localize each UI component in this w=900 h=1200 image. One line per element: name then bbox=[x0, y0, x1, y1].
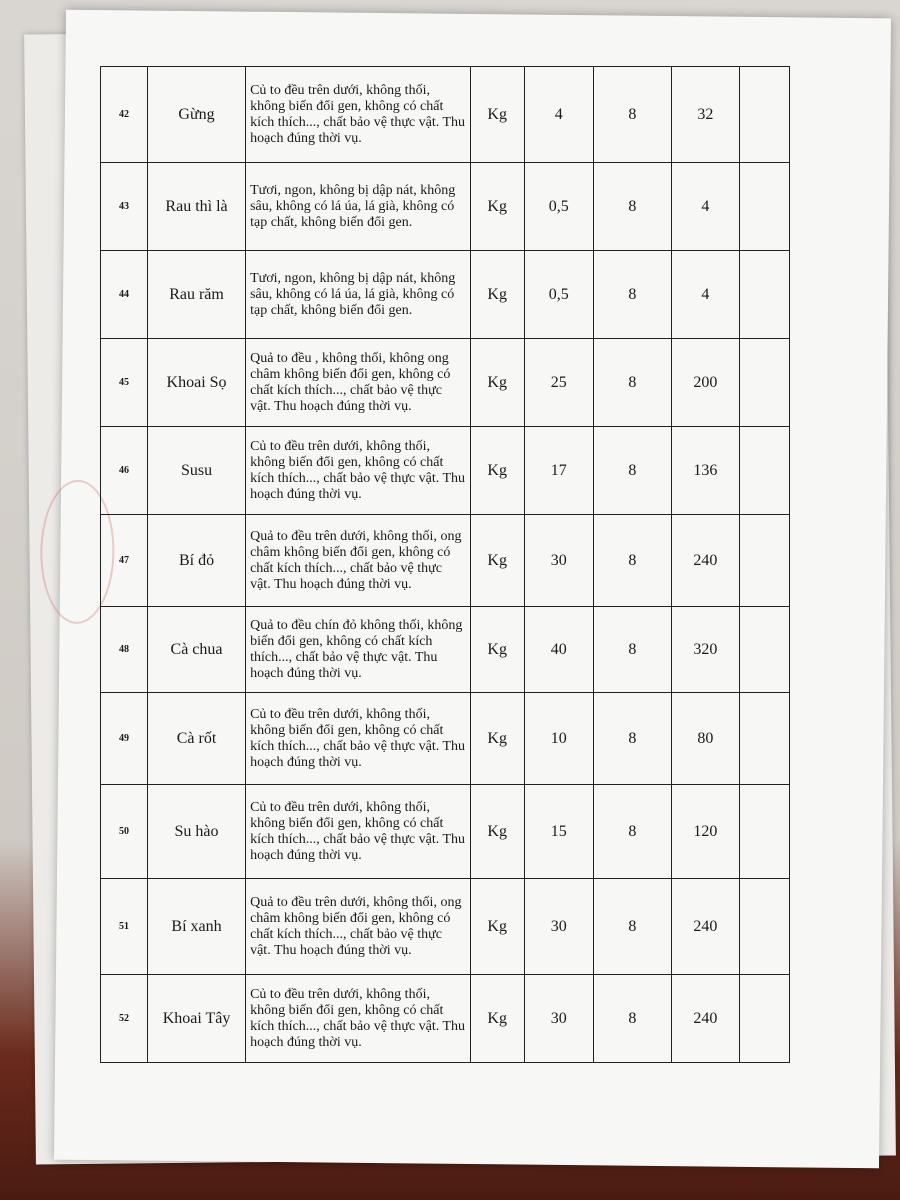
description-cell: Củ to đều trên dưới, không thối, không biến đổi gen, không có chất kích thích..., chất bảo vệ thực vật. Thu hoạch đúng thời vụ. bbox=[246, 785, 470, 879]
row-number-cell: 47 bbox=[101, 515, 148, 607]
description-cell: Quả to đều trên dưới, không thối, ong châm không biến đổi gen, không có chất kích thích..., chất bảo vệ thực vật. Thu hoạch đúng thời vụ. bbox=[246, 879, 470, 975]
unit-cell: Kg bbox=[470, 693, 524, 785]
notes-cell bbox=[739, 785, 789, 879]
product-name-cell: Rau thì là bbox=[147, 163, 245, 251]
table-row bbox=[101, 975, 790, 1063]
total-cell: 32 bbox=[671, 67, 739, 163]
table-row bbox=[101, 339, 790, 427]
total-cell: 4 bbox=[671, 251, 739, 339]
product-name-cell: Susu bbox=[147, 427, 245, 515]
description-cell: Quả to đều , không thối, không ong châm không biến đổi gen, không có chất kích thích..., chất bảo vệ thực vật. Thu hoạch đúng thời vụ. bbox=[246, 339, 470, 427]
product-name-cell: Su hào bbox=[147, 785, 245, 879]
notes-cell bbox=[739, 975, 789, 1063]
product-name-cell: Bí xanh bbox=[147, 879, 245, 975]
unit-cell: Kg bbox=[470, 785, 524, 879]
row-number-cell: 46 bbox=[101, 427, 148, 515]
description-cell: Củ to đều trên dưới, không thối, không biến đổi gen, không có chất kích thích..., chất bảo vệ thực vật. Thu hoạch đúng thời vụ. bbox=[246, 975, 470, 1063]
notes-cell bbox=[739, 339, 789, 427]
quantity-cell: 30 bbox=[524, 975, 593, 1063]
total-cell: 240 bbox=[671, 879, 739, 975]
quantity-cell: 30 bbox=[524, 879, 593, 975]
row-number-cell: 48 bbox=[101, 607, 148, 693]
table-row bbox=[101, 251, 790, 339]
unit-cell: Kg bbox=[470, 975, 524, 1063]
quantity-cell: 25 bbox=[524, 339, 593, 427]
multiplier-cell: 8 bbox=[593, 693, 671, 785]
description-cell: Tươi, ngon, không bị dập nát, không sâu, không có lá úa, lá già, không có tạp chất, không biến đổi gen. bbox=[246, 163, 470, 251]
notes-cell bbox=[739, 515, 789, 607]
description-cell: Củ to đều trên dưới, không thối, không biến đổi gen, không có chất kích thích..., chất bảo vệ thực vật. Thu hoạch đúng thời vụ. bbox=[246, 427, 470, 515]
row-number-cell: 50 bbox=[101, 785, 148, 879]
notes-cell bbox=[739, 251, 789, 339]
multiplier-cell: 8 bbox=[593, 163, 671, 251]
notes-cell bbox=[739, 607, 789, 693]
multiplier-cell: 8 bbox=[593, 975, 671, 1063]
multiplier-cell: 8 bbox=[593, 785, 671, 879]
notes-cell bbox=[739, 427, 789, 515]
quantity-cell: 17 bbox=[524, 427, 593, 515]
row-number-cell: 52 bbox=[101, 975, 148, 1063]
multiplier-cell: 8 bbox=[593, 515, 671, 607]
product-name-cell: Gừng bbox=[147, 67, 245, 163]
table-row bbox=[101, 879, 790, 975]
unit-cell: Kg bbox=[470, 251, 524, 339]
unit-cell: Kg bbox=[470, 339, 524, 427]
table-row bbox=[101, 785, 790, 879]
row-number-cell: 45 bbox=[101, 339, 148, 427]
multiplier-cell: 8 bbox=[593, 427, 671, 515]
notes-cell bbox=[739, 693, 789, 785]
notes-cell bbox=[739, 67, 789, 163]
row-number-cell: 43 bbox=[101, 163, 148, 251]
row-number-cell: 51 bbox=[101, 879, 148, 975]
description-cell: Củ to đều trên dưới, không thối, không biến đổi gen, không có chất kích thích..., chất bảo vệ thực vật. Thu hoạch đúng thời vụ. bbox=[246, 67, 470, 163]
multiplier-cell: 8 bbox=[593, 251, 671, 339]
quantity-cell: 0,5 bbox=[524, 163, 593, 251]
total-cell: 120 bbox=[671, 785, 739, 879]
quantity-cell: 30 bbox=[524, 515, 593, 607]
multiplier-cell: 8 bbox=[593, 339, 671, 427]
quantity-cell: 4 bbox=[524, 67, 593, 163]
multiplier-cell: 8 bbox=[593, 607, 671, 693]
table-body bbox=[101, 67, 790, 1063]
table-row bbox=[101, 693, 790, 785]
table-row bbox=[101, 67, 790, 163]
product-name-cell: Cà rốt bbox=[147, 693, 245, 785]
multiplier-cell: 8 bbox=[593, 879, 671, 975]
row-number-cell: 49 bbox=[101, 693, 148, 785]
unit-cell: Kg bbox=[470, 427, 524, 515]
quantity-cell: 40 bbox=[524, 607, 593, 693]
unit-cell: Kg bbox=[470, 163, 524, 251]
notes-cell bbox=[739, 879, 789, 975]
row-number-cell: 42 bbox=[101, 67, 148, 163]
product-name-cell: Cà chua bbox=[147, 607, 245, 693]
quantity-cell: 10 bbox=[524, 693, 593, 785]
table-row bbox=[101, 163, 790, 251]
total-cell: 240 bbox=[671, 515, 739, 607]
description-cell: Quả to đều chín đỏ không thối, không biến đổi gen, không có chất kích thích..., chất bảo vệ thực vật. Thu hoạch đúng thời vụ. bbox=[246, 607, 470, 693]
notes-cell bbox=[739, 163, 789, 251]
unit-cell: Kg bbox=[470, 607, 524, 693]
description-cell: Quả to đều trên dưới, không thối, ong châm không biến đổi gen, không có chất kích thích..., chất bảo vệ thực vật. Thu hoạch đúng thời vụ. bbox=[246, 515, 470, 607]
total-cell: 80 bbox=[671, 693, 739, 785]
description-cell: Tươi, ngon, không bị dập nát, không sâu, không có lá úa, lá già, không có tạp chất, không biến đổi gen. bbox=[246, 251, 470, 339]
quantity-cell: 15 bbox=[524, 785, 593, 879]
table-row bbox=[101, 515, 790, 607]
multiplier-cell: 8 bbox=[593, 67, 671, 163]
product-name-cell: Rau răm bbox=[147, 251, 245, 339]
total-cell: 136 bbox=[671, 427, 739, 515]
product-name-cell: Khoai Tây bbox=[147, 975, 245, 1063]
product-table bbox=[100, 66, 790, 1063]
total-cell: 320 bbox=[671, 607, 739, 693]
description-cell: Củ to đều trên dưới, không thối, không biến đổi gen, không có chất kích thích..., chất bảo vệ thực vật. Thu hoạch đúng thời vụ. bbox=[246, 693, 470, 785]
unit-cell: Kg bbox=[470, 515, 524, 607]
total-cell: 200 bbox=[671, 339, 739, 427]
table-row bbox=[101, 427, 790, 515]
product-name-cell: Bí đỏ bbox=[147, 515, 245, 607]
unit-cell: Kg bbox=[470, 67, 524, 163]
table-row bbox=[101, 607, 790, 693]
product-name-cell: Khoai Sọ bbox=[147, 339, 245, 427]
row-number-cell: 44 bbox=[101, 251, 148, 339]
quantity-cell: 0,5 bbox=[524, 251, 593, 339]
total-cell: 240 bbox=[671, 975, 739, 1063]
total-cell: 4 bbox=[671, 163, 739, 251]
unit-cell: Kg bbox=[470, 879, 524, 975]
